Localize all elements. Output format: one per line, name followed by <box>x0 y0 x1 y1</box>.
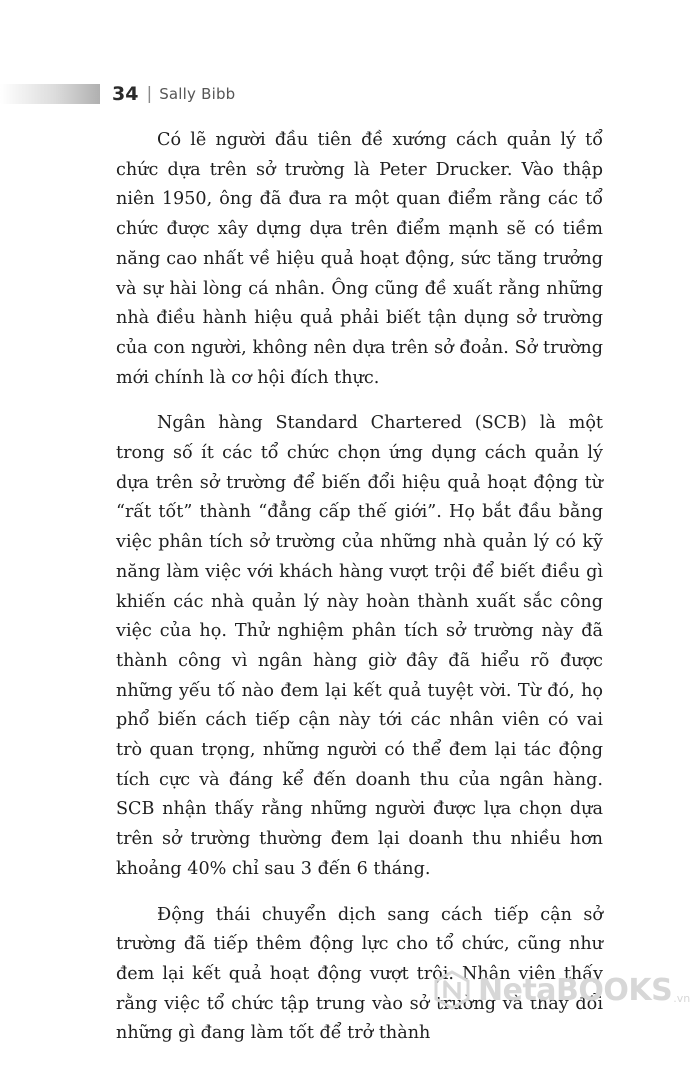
paragraph-2: Ngân hàng Standard Chartered (SCB) là một trong số ít các tổ chức chọn ứng dụng cách quản lý dựa trên sở trường để biến đổi hiệu quả hoạt động từ “rất tốt” thành “đẳng cấp thế giới”. Họ bắt đầu bằng việc phân tích sở trường của những nhà quản lý có kỹ năng làm việc với khách hàng vượt trội để biết điều gì khiến các nhà quản lý này hoàn thành xuất sắc công việc của họ. Thử nghiệm phân tích sở trường này đã thành công vì ngân hàng giờ đây đã hiểu rõ được những yếu tố nào đem lại kết quả tuyệt vời. Từ đó, họ phổ biến cách tiếp cận này tới các nhân viên có vai trò quan trọng, những người có thể đem lại tác động tích cực và đáng kể đến doanh thu của ngân hàng. SCB nhận thấy rằng những người được lựa chọn dựa trên sở trường thường đem lại doanh thu nhiều hơn khoảng 40% chỉ sau 3 đến 6 tháng. <box>116 413 603 879</box>
watermark-suffix: .vn <box>673 991 691 1005</box>
running-header <box>112 82 235 106</box>
watermark-brand: NetaBOOKS <box>478 972 673 1008</box>
header-author: Sally Bibb <box>159 85 236 103</box>
netabooks-logo-icon <box>432 970 472 1010</box>
header-gradient-bar <box>0 84 100 104</box>
watermark <box>432 968 690 1012</box>
page-number: 34 <box>112 83 139 105</box>
paragraph-1: Có lẽ người đầu tiên đề xướng cách quản lý tổ chức dựa trên sở trường là Peter Drucker. Vào thập niên 1950, ông đã đưa ra một quan điểm rằng các tổ chức được xây dựng dựa trên điểm mạnh sẽ có tiềm năng cao nhất về hiệu quả hoạt động, sức tăng trưởng và sự hài lòng cá nhân. Ông cũng đề xuất rằng những nhà điều hành hiệu quả phải biết tận dụng sở trường của con người, không nên dựa trên sở đoản. Sở trường mới chính là cơ hội đích thực. <box>116 130 603 388</box>
paragraph-3: Động thái chuyển dịch sang cách tiếp cận sở trường đã tiếp thêm động lực cho tổ chức, cũng như đem lại kết quả hoạt động vượt trội. Nhân viên thấy rằng việc tổ chức tập trung vào sở trường và thay đổi những gì đang làm tốt để trở thành <box>116 904 603 1044</box>
page-body <box>116 126 603 1065</box>
header-separator: | <box>146 84 153 104</box>
